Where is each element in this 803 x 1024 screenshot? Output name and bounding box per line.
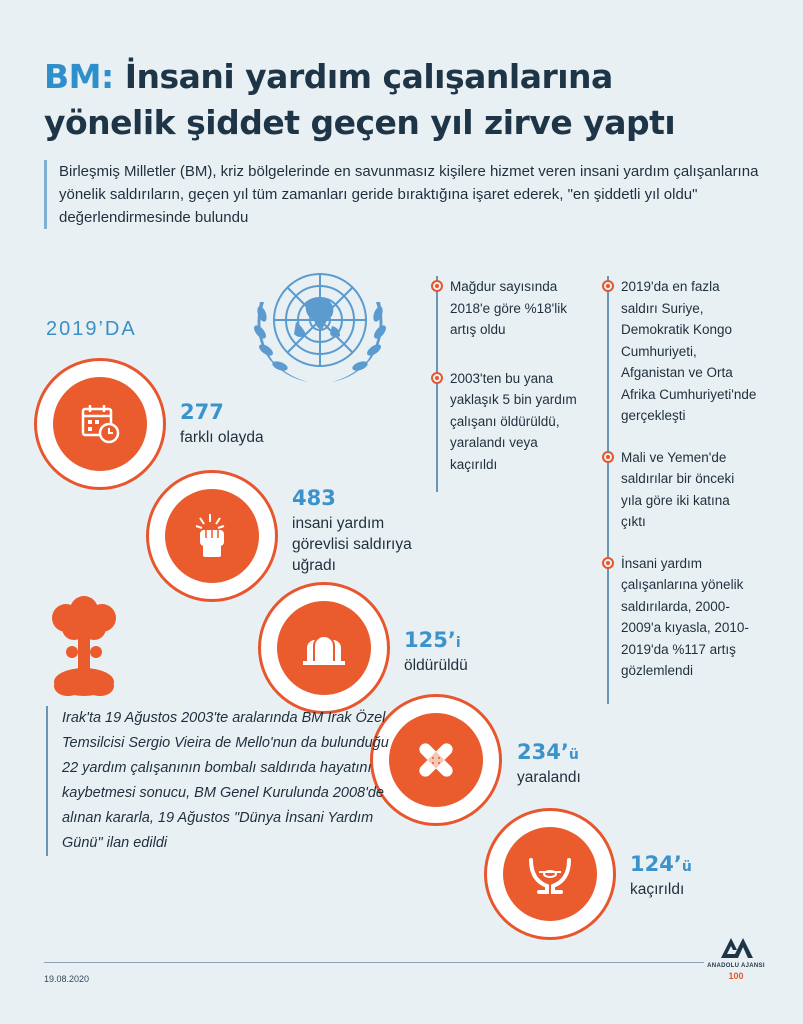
bullet-dot-icon bbox=[431, 372, 443, 384]
page-title bbox=[44, 54, 784, 146]
raised-fist-icon bbox=[190, 512, 234, 560]
title-line-2: yönelik şiddet geçen yıl zirve yaptı bbox=[44, 103, 676, 142]
bullet-dot-icon bbox=[602, 451, 614, 463]
explosion-icon bbox=[46, 596, 124, 700]
publish-date: 19.08.2020 bbox=[44, 974, 90, 984]
aa-logo-icon bbox=[719, 936, 753, 958]
stat-number: 125’i bbox=[404, 628, 461, 652]
fact-item: İnsani yardım çalışanlarına yönelik saldırılarda, 2000-2009'a kıyasla, 2010-2019'da %117 artış gözlemlendi bbox=[609, 553, 757, 682]
facts-column-right bbox=[607, 276, 757, 704]
stat-label: öldürüldü bbox=[404, 657, 468, 674]
stat-label: insani yardım görevlisi saldırıya uğradı bbox=[292, 515, 412, 574]
tied-hands-icon bbox=[527, 854, 573, 894]
stat-disc bbox=[53, 377, 147, 471]
stat-number: 483 bbox=[292, 486, 336, 510]
agency-name: ANADOLU AJANSI bbox=[707, 963, 765, 969]
bullet-dot-icon bbox=[602, 557, 614, 569]
stat-ring-attacked bbox=[146, 470, 278, 602]
stat-number: 124’ü bbox=[630, 852, 692, 876]
fact-item: 2003'ten bu yana yaklaşık 5 bin yardım çalışanı öldürüldü, yaralandı veya kaçırıldı bbox=[438, 368, 586, 476]
bandage-icon bbox=[413, 737, 459, 783]
calendar-clock-icon bbox=[78, 402, 122, 446]
stat-label: yaralandı bbox=[517, 769, 581, 786]
grave-icon bbox=[301, 628, 347, 668]
stat-label: kaçırıldı bbox=[630, 881, 685, 898]
un-emblem-icon bbox=[246, 262, 394, 388]
stat-attacked bbox=[292, 486, 442, 576]
stat-label: farklı olayda bbox=[180, 429, 264, 446]
stat-ring-killed bbox=[258, 582, 390, 714]
stat-incidents bbox=[180, 400, 264, 448]
footer-divider bbox=[44, 962, 704, 963]
anniversary-mark: 100 bbox=[728, 971, 744, 981]
stat-kidnapped bbox=[630, 852, 692, 900]
history-note: Irak'ta 19 Ağustos 2003'te aralarında BM Irak Özel Temsilcisi Sergio Vieira de Mello'nun da bulunduğu 22 yardım çalışanının bombalı saldırıda hayatını kaybetmesi sonucu, BM Genel Kurulunda 2008'de alınan kararla, 19 Ağustos "Dünya İnsani Yardım Günü" ilan edildi bbox=[46, 706, 406, 856]
stat-injured bbox=[517, 740, 581, 788]
stat-disc bbox=[277, 601, 371, 695]
stat-disc bbox=[503, 827, 597, 921]
stat-number: 277 bbox=[180, 400, 224, 424]
fact-item: Mağdur sayısında 2018'e göre %18'lik artış oldu bbox=[438, 276, 586, 341]
stat-number: 234’ü bbox=[517, 740, 579, 764]
fact-item: Mali ve Yemen'de saldırılar bir önceki yıla göre iki katına çıktı bbox=[609, 447, 757, 533]
fact-item: 2019'da en fazla saldırı Suriye, Demokratik Kongo Cumhuriyeti, Afganistan ve Orta Afrika Cumhuriyeti'nde gerçekleşti bbox=[609, 276, 757, 427]
stat-ring-incidents bbox=[34, 358, 166, 490]
bullet-dot-icon bbox=[431, 280, 443, 292]
title-accent: BM: bbox=[44, 57, 114, 96]
bullet-dot-icon bbox=[602, 280, 614, 292]
stat-killed bbox=[404, 628, 468, 676]
intro-text: Birleşmiş Milletler (BM), kriz bölgelerinde en savunmasız kişilere hizmet veren insani yardım çalışanlarına yönelik saldırıların, geçen yıl tüm zamanları geride bıraktığına işaret ederek, "en şiddetli yıl oldu" değerlendirmesinde bulundu bbox=[44, 160, 764, 229]
agency-logo bbox=[706, 936, 766, 981]
stat-disc bbox=[165, 489, 259, 583]
title-line-1: İnsani yardım çalışanlarına bbox=[113, 57, 613, 96]
facts-column-middle bbox=[436, 276, 586, 492]
year-label: 2019’DA bbox=[46, 318, 137, 340]
stat-ring-kidnapped bbox=[484, 808, 616, 940]
